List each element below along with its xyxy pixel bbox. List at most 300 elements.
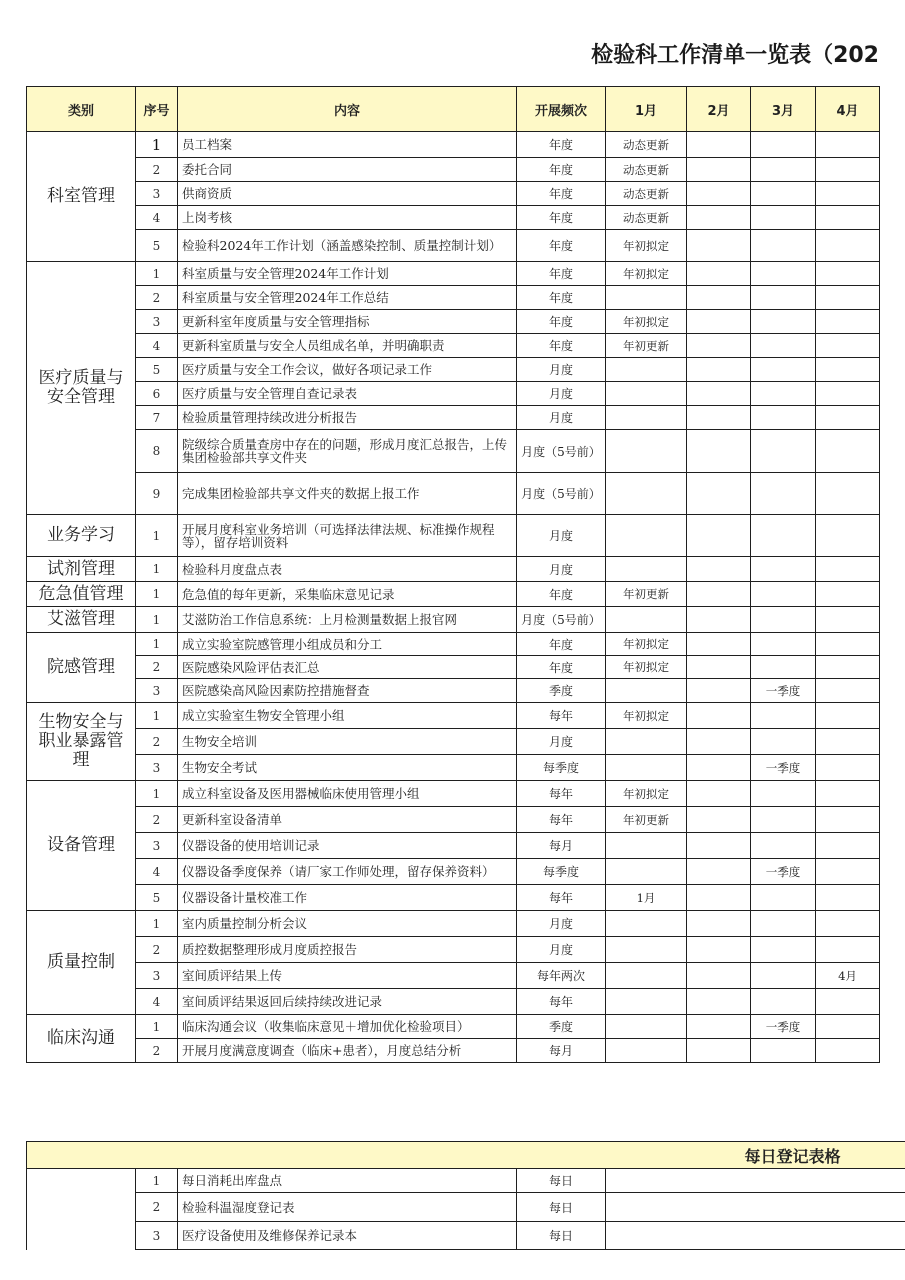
seq-cell: 2 bbox=[136, 1039, 178, 1063]
table-row bbox=[27, 963, 880, 989]
seq-cell: 3 bbox=[136, 963, 178, 989]
frequency-cell: 月度 bbox=[517, 729, 606, 755]
month-4-cell bbox=[816, 358, 880, 382]
month-1-cell bbox=[606, 937, 687, 963]
frequency-cell: 月度 bbox=[517, 911, 606, 937]
month-4-cell bbox=[816, 206, 880, 230]
daily-frequency-cell: 每日 bbox=[517, 1193, 606, 1222]
seq-cell: 9 bbox=[136, 473, 178, 515]
month-4-cell bbox=[816, 182, 880, 206]
month-3-cell: 一季度 bbox=[751, 859, 816, 885]
seq-cell: 6 bbox=[136, 382, 178, 406]
content-cell: 医院感染高风险因素防控措施督查 bbox=[178, 679, 517, 703]
month-3-cell bbox=[751, 656, 816, 679]
table-row bbox=[27, 781, 880, 807]
content-cell: 成立实验室生物安全管理小组 bbox=[178, 703, 517, 729]
month-2-cell bbox=[687, 358, 751, 382]
month-2-cell bbox=[687, 473, 751, 515]
month-3-cell bbox=[751, 703, 816, 729]
month-4-cell bbox=[816, 633, 880, 656]
month-2-cell bbox=[687, 729, 751, 755]
month-3-cell bbox=[751, 473, 816, 515]
frequency-cell: 年度 bbox=[517, 334, 606, 358]
table-row bbox=[27, 859, 880, 885]
month-3-cell bbox=[751, 807, 816, 833]
month-2-cell bbox=[687, 230, 751, 262]
content-cell: 生物安全考试 bbox=[178, 755, 517, 781]
month-1-cell bbox=[606, 286, 687, 310]
month-4-cell bbox=[816, 158, 880, 182]
month-1-cell bbox=[606, 911, 687, 937]
month-2-cell bbox=[687, 1015, 751, 1039]
month-2-cell bbox=[687, 607, 751, 633]
seq-cell: 1 bbox=[136, 132, 178, 158]
content-cell: 检验科月度盘点表 bbox=[178, 557, 517, 582]
month-3-cell bbox=[751, 729, 816, 755]
month-3-cell bbox=[751, 358, 816, 382]
daily-section-title: 每日登记表格 bbox=[27, 1142, 905, 1169]
month-4-cell bbox=[816, 382, 880, 406]
month-2-cell bbox=[687, 781, 751, 807]
frequency-cell: 年度 bbox=[517, 310, 606, 334]
daily-frequency-cell: 每日 bbox=[517, 1169, 606, 1193]
month-2-cell bbox=[687, 582, 751, 607]
category-cell: 质量控制 bbox=[27, 911, 136, 1015]
content-cell: 开展月度科室业务培训（可选择法律法规、标准操作规程等），留存培训资料 bbox=[178, 515, 517, 557]
table-row bbox=[27, 286, 880, 310]
month-2-cell bbox=[687, 1039, 751, 1063]
month-4-cell bbox=[816, 230, 880, 262]
month-4-cell bbox=[816, 286, 880, 310]
content-cell: 室内质量控制分析会议 bbox=[178, 911, 517, 937]
month-4-cell bbox=[816, 781, 880, 807]
month-2-cell bbox=[687, 515, 751, 557]
month-4-cell bbox=[816, 406, 880, 430]
seq-cell: 2 bbox=[136, 937, 178, 963]
seq-cell: 4 bbox=[136, 859, 178, 885]
month-1-cell: 年初拟定 bbox=[606, 703, 687, 729]
month-1-cell bbox=[606, 833, 687, 859]
frequency-cell: 月度 bbox=[517, 515, 606, 557]
month-1-cell bbox=[606, 607, 687, 633]
daily-seq-cell: 2 bbox=[136, 1193, 178, 1222]
month-3-cell bbox=[751, 989, 816, 1015]
month-4-cell bbox=[816, 132, 880, 158]
frequency-cell: 月度 bbox=[517, 358, 606, 382]
table-row bbox=[27, 206, 880, 230]
content-cell: 上岗考核 bbox=[178, 206, 517, 230]
month-2-cell bbox=[687, 310, 751, 334]
month-1-cell: 年初拟定 bbox=[606, 310, 687, 334]
month-4-cell bbox=[816, 937, 880, 963]
table-row bbox=[27, 158, 880, 182]
table-row bbox=[27, 262, 880, 286]
month-2-cell bbox=[687, 206, 751, 230]
content-cell: 院级综合质量查房中存在的问题，形成月度汇总报告，上传集团检验部共享文件夹 bbox=[178, 430, 517, 473]
month-2-cell bbox=[687, 262, 751, 286]
table-row bbox=[27, 703, 880, 729]
month-1-cell: 年初更新 bbox=[606, 582, 687, 607]
month-3-cell bbox=[751, 1039, 816, 1063]
seq-cell: 7 bbox=[136, 406, 178, 430]
frequency-cell: 季度 bbox=[517, 1015, 606, 1039]
table-row bbox=[27, 406, 880, 430]
daily-frequency-cell: 每日 bbox=[517, 1222, 606, 1250]
content-cell: 临床沟通会议（收集临床意见＋增加优化检验项目） bbox=[178, 1015, 517, 1039]
daily-header-row bbox=[27, 1142, 905, 1169]
month-4-cell bbox=[816, 557, 880, 582]
month-3-cell bbox=[751, 406, 816, 430]
month-2-cell bbox=[687, 286, 751, 310]
month-1-cell bbox=[606, 679, 687, 703]
month-4-cell bbox=[816, 262, 880, 286]
month-4-cell bbox=[816, 729, 880, 755]
month-3-cell bbox=[751, 911, 816, 937]
category-cell: 设备管理 bbox=[27, 781, 136, 911]
table-row bbox=[27, 230, 880, 262]
frequency-cell: 年度 bbox=[517, 182, 606, 206]
month-3-cell bbox=[751, 937, 816, 963]
month-3-cell bbox=[751, 230, 816, 262]
content-cell: 供商资质 bbox=[178, 182, 517, 206]
month-1-cell bbox=[606, 406, 687, 430]
frequency-cell: 年度 bbox=[517, 286, 606, 310]
frequency-cell: 每年 bbox=[517, 781, 606, 807]
category-cell: 业务学习 bbox=[27, 515, 136, 557]
month-4-cell bbox=[816, 859, 880, 885]
table-row bbox=[27, 182, 880, 206]
month-3-cell bbox=[751, 182, 816, 206]
seq-cell: 4 bbox=[136, 206, 178, 230]
month-3-cell bbox=[751, 515, 816, 557]
month-3-cell bbox=[751, 633, 816, 656]
content-cell: 仪器设备计量校准工作 bbox=[178, 885, 517, 911]
daily-notes-cell bbox=[606, 1222, 905, 1250]
seq-cell: 3 bbox=[136, 679, 178, 703]
month-3-cell bbox=[751, 334, 816, 358]
month-2-cell bbox=[687, 679, 751, 703]
page-title: 检验科工作清单一览表（202 bbox=[591, 43, 879, 68]
category-cell: 试剂管理 bbox=[27, 557, 136, 582]
month-2-cell bbox=[687, 937, 751, 963]
month-1-cell: 年初拟定 bbox=[606, 230, 687, 262]
table-row bbox=[27, 607, 880, 633]
seq-cell: 3 bbox=[136, 833, 178, 859]
month-1-cell: 动态更新 bbox=[606, 206, 687, 230]
seq-cell: 4 bbox=[136, 334, 178, 358]
content-cell: 生物安全培训 bbox=[178, 729, 517, 755]
content-cell: 科室质量与安全管理2024年工作计划 bbox=[178, 262, 517, 286]
month-2-cell bbox=[687, 382, 751, 406]
table-row bbox=[27, 1015, 880, 1039]
month-1-cell: 年初拟定 bbox=[606, 262, 687, 286]
content-cell: 科室质量与安全管理2024年工作总结 bbox=[178, 286, 517, 310]
month-3-cell: 一季度 bbox=[751, 679, 816, 703]
frequency-cell: 每年 bbox=[517, 885, 606, 911]
month-1-cell bbox=[606, 557, 687, 582]
content-cell: 成立科室设备及医用器械临床使用管理小组 bbox=[178, 781, 517, 807]
seq-cell: 3 bbox=[136, 755, 178, 781]
content-cell: 更新科室质量与安全人员组成名单，并明确职责 bbox=[178, 334, 517, 358]
category-cell: 科室管理 bbox=[27, 132, 136, 262]
seq-cell: 5 bbox=[136, 358, 178, 382]
frequency-cell: 年度 bbox=[517, 262, 606, 286]
header-content: 内容 bbox=[178, 87, 517, 132]
daily-category-cell bbox=[27, 1169, 136, 1250]
frequency-cell: 每季度 bbox=[517, 755, 606, 781]
month-2-cell bbox=[687, 557, 751, 582]
month-3-cell: 一季度 bbox=[751, 1015, 816, 1039]
month-4-cell bbox=[816, 473, 880, 515]
table-row bbox=[27, 833, 880, 859]
month-1-cell bbox=[606, 1015, 687, 1039]
seq-cell: 1 bbox=[136, 781, 178, 807]
category-cell: 生物安全与职业暴露管理 bbox=[27, 703, 136, 781]
category-cell: 临床沟通 bbox=[27, 1015, 136, 1063]
month-2-cell bbox=[687, 182, 751, 206]
month-3-cell bbox=[751, 262, 816, 286]
frequency-cell: 每年两次 bbox=[517, 963, 606, 989]
month-2-cell bbox=[687, 656, 751, 679]
seq-cell: 2 bbox=[136, 729, 178, 755]
header-frequency: 开展频次 bbox=[517, 87, 606, 132]
content-cell: 质控数据整理形成月度质控报告 bbox=[178, 937, 517, 963]
content-cell: 医疗质量与安全工作会议，做好各项记录工作 bbox=[178, 358, 517, 382]
month-2-cell bbox=[687, 807, 751, 833]
month-2-cell bbox=[687, 633, 751, 656]
table-row bbox=[27, 656, 880, 679]
table-row bbox=[27, 515, 880, 557]
frequency-cell: 月度 bbox=[517, 557, 606, 582]
month-3-cell bbox=[751, 781, 816, 807]
seq-cell: 4 bbox=[136, 989, 178, 1015]
category-cell: 艾滋管理 bbox=[27, 607, 136, 633]
table-row bbox=[27, 1039, 880, 1063]
month-2-cell bbox=[687, 703, 751, 729]
seq-cell: 2 bbox=[136, 286, 178, 310]
seq-cell: 1 bbox=[136, 515, 178, 557]
seq-cell: 8 bbox=[136, 430, 178, 473]
month-2-cell bbox=[687, 334, 751, 358]
table-row bbox=[27, 911, 880, 937]
month-4-cell bbox=[816, 607, 880, 633]
frequency-cell: 年度 bbox=[517, 206, 606, 230]
month-1-cell bbox=[606, 358, 687, 382]
month-1-cell: 1月 bbox=[606, 885, 687, 911]
month-4-cell bbox=[816, 911, 880, 937]
daily-seq-cell: 3 bbox=[136, 1222, 178, 1250]
month-3-cell bbox=[751, 607, 816, 633]
month-4-cell bbox=[816, 1039, 880, 1063]
worklist-table bbox=[26, 86, 880, 1063]
month-4-cell bbox=[816, 755, 880, 781]
daily-register-table bbox=[26, 1141, 905, 1250]
table-row bbox=[27, 358, 880, 382]
month-3-cell bbox=[751, 963, 816, 989]
month-1-cell bbox=[606, 755, 687, 781]
month-4-cell bbox=[816, 582, 880, 607]
daily-notes-cell bbox=[606, 1193, 905, 1222]
header-seq: 序号 bbox=[136, 87, 178, 132]
month-4-cell bbox=[816, 989, 880, 1015]
seq-cell: 1 bbox=[136, 607, 178, 633]
table-row bbox=[27, 473, 880, 515]
seq-cell: 2 bbox=[136, 807, 178, 833]
month-1-cell bbox=[606, 859, 687, 885]
frequency-cell: 每年 bbox=[517, 807, 606, 833]
month-4-cell bbox=[816, 703, 880, 729]
month-3-cell bbox=[751, 206, 816, 230]
month-2-cell bbox=[687, 406, 751, 430]
month-1-cell bbox=[606, 430, 687, 473]
frequency-cell: 年度 bbox=[517, 582, 606, 607]
month-4-cell bbox=[816, 1015, 880, 1039]
frequency-cell: 季度 bbox=[517, 679, 606, 703]
seq-cell: 1 bbox=[136, 262, 178, 286]
header-month-4: 4月 bbox=[816, 87, 880, 132]
category-cell: 院感管理 bbox=[27, 633, 136, 703]
content-cell: 检验质量管理持续改进分析报告 bbox=[178, 406, 517, 430]
header-month-3: 3月 bbox=[751, 87, 816, 132]
content-cell: 室间质评结果返回后续持续改进记录 bbox=[178, 989, 517, 1015]
frequency-cell: 年度 bbox=[517, 633, 606, 656]
month-2-cell bbox=[687, 132, 751, 158]
header-row bbox=[27, 87, 880, 132]
frequency-cell: 月度 bbox=[517, 382, 606, 406]
month-4-cell bbox=[816, 807, 880, 833]
month-4-cell bbox=[816, 885, 880, 911]
category-cell: 危急值管理 bbox=[27, 582, 136, 607]
frequency-cell: 每月 bbox=[517, 1039, 606, 1063]
seq-cell: 2 bbox=[136, 158, 178, 182]
month-1-cell bbox=[606, 1039, 687, 1063]
content-cell: 检验科2024年工作计划（涵盖感染控制、质量控制计划） bbox=[178, 230, 517, 262]
table-row bbox=[27, 729, 880, 755]
month-4-cell bbox=[816, 430, 880, 473]
month-2-cell bbox=[687, 859, 751, 885]
table-row bbox=[27, 885, 880, 911]
frequency-cell: 年度 bbox=[517, 132, 606, 158]
content-cell: 成立实验室院感管理小组成员和分工 bbox=[178, 633, 517, 656]
month-1-cell: 动态更新 bbox=[606, 158, 687, 182]
month-1-cell bbox=[606, 989, 687, 1015]
table-row bbox=[27, 633, 880, 656]
month-3-cell bbox=[751, 885, 816, 911]
month-3-cell bbox=[751, 382, 816, 406]
month-4-cell bbox=[816, 656, 880, 679]
table-row bbox=[27, 989, 880, 1015]
month-2-cell bbox=[687, 989, 751, 1015]
daily-row bbox=[27, 1169, 905, 1193]
daily-content-cell: 检验科温湿度登记表 bbox=[178, 1193, 517, 1222]
content-cell: 更新科室设备清单 bbox=[178, 807, 517, 833]
month-4-cell bbox=[816, 515, 880, 557]
daily-row bbox=[27, 1222, 905, 1250]
content-cell: 医疗质量与安全管理自查记录表 bbox=[178, 382, 517, 406]
seq-cell: 1 bbox=[136, 557, 178, 582]
month-3-cell bbox=[751, 430, 816, 473]
daily-seq-cell: 1 bbox=[136, 1169, 178, 1193]
table-row bbox=[27, 807, 880, 833]
daily-content-cell: 医疗设备使用及维修保养记录本 bbox=[178, 1222, 517, 1250]
table-row bbox=[27, 937, 880, 963]
month-3-cell bbox=[751, 286, 816, 310]
month-2-cell bbox=[687, 755, 751, 781]
seq-cell: 1 bbox=[136, 582, 178, 607]
seq-cell: 1 bbox=[136, 911, 178, 937]
content-cell: 员工档案 bbox=[178, 132, 517, 158]
daily-content-cell: 每日消耗出库盘点 bbox=[178, 1169, 517, 1193]
frequency-cell: 月度 bbox=[517, 406, 606, 430]
header-month-1: 1月 bbox=[606, 87, 687, 132]
table-row bbox=[27, 755, 880, 781]
table-row bbox=[27, 557, 880, 582]
table-row bbox=[27, 679, 880, 703]
month-3-cell bbox=[751, 557, 816, 582]
month-3-cell bbox=[751, 310, 816, 334]
header-month-2: 2月 bbox=[687, 87, 751, 132]
month-2-cell bbox=[687, 430, 751, 473]
content-cell: 委托合同 bbox=[178, 158, 517, 182]
month-1-cell bbox=[606, 473, 687, 515]
table-row bbox=[27, 582, 880, 607]
month-4-cell bbox=[816, 679, 880, 703]
month-1-cell bbox=[606, 382, 687, 406]
seq-cell: 1 bbox=[136, 633, 178, 656]
content-cell: 更新科室年度质量与安全管理指标 bbox=[178, 310, 517, 334]
table-row bbox=[27, 382, 880, 406]
frequency-cell: 月度（5号前） bbox=[517, 607, 606, 633]
seq-cell: 5 bbox=[136, 885, 178, 911]
frequency-cell: 每年 bbox=[517, 703, 606, 729]
frequency-cell: 年度 bbox=[517, 158, 606, 182]
month-1-cell: 年初更新 bbox=[606, 807, 687, 833]
table-row bbox=[27, 310, 880, 334]
month-2-cell bbox=[687, 963, 751, 989]
month-4-cell bbox=[816, 310, 880, 334]
daily-notes-cell bbox=[606, 1169, 905, 1193]
seq-cell: 5 bbox=[136, 230, 178, 262]
month-1-cell: 动态更新 bbox=[606, 132, 687, 158]
content-cell: 开展月度满意度调查（临床+患者），月度总结分析 bbox=[178, 1039, 517, 1063]
month-2-cell bbox=[687, 158, 751, 182]
frequency-cell: 月度（5号前） bbox=[517, 473, 606, 515]
content-cell: 危急值的每年更新，采集临床意见记录 bbox=[178, 582, 517, 607]
content-cell: 完成集团检验部共享文件夹的数据上报工作 bbox=[178, 473, 517, 515]
month-3-cell: 一季度 bbox=[751, 755, 816, 781]
month-4-cell bbox=[816, 833, 880, 859]
frequency-cell: 每月 bbox=[517, 833, 606, 859]
header-category: 类别 bbox=[27, 87, 136, 132]
month-3-cell bbox=[751, 132, 816, 158]
month-1-cell: 动态更新 bbox=[606, 182, 687, 206]
seq-cell: 3 bbox=[136, 310, 178, 334]
month-3-cell bbox=[751, 582, 816, 607]
month-1-cell bbox=[606, 729, 687, 755]
frequency-cell: 每年 bbox=[517, 989, 606, 1015]
content-cell: 室间质评结果上传 bbox=[178, 963, 517, 989]
month-2-cell bbox=[687, 833, 751, 859]
month-2-cell bbox=[687, 911, 751, 937]
table-row bbox=[27, 430, 880, 473]
month-4-cell: 4月 bbox=[816, 963, 880, 989]
seq-cell: 3 bbox=[136, 182, 178, 206]
content-cell: 医院感染风险评估表汇总 bbox=[178, 656, 517, 679]
month-1-cell bbox=[606, 963, 687, 989]
frequency-cell: 月度 bbox=[517, 937, 606, 963]
month-3-cell bbox=[751, 833, 816, 859]
seq-cell: 1 bbox=[136, 703, 178, 729]
